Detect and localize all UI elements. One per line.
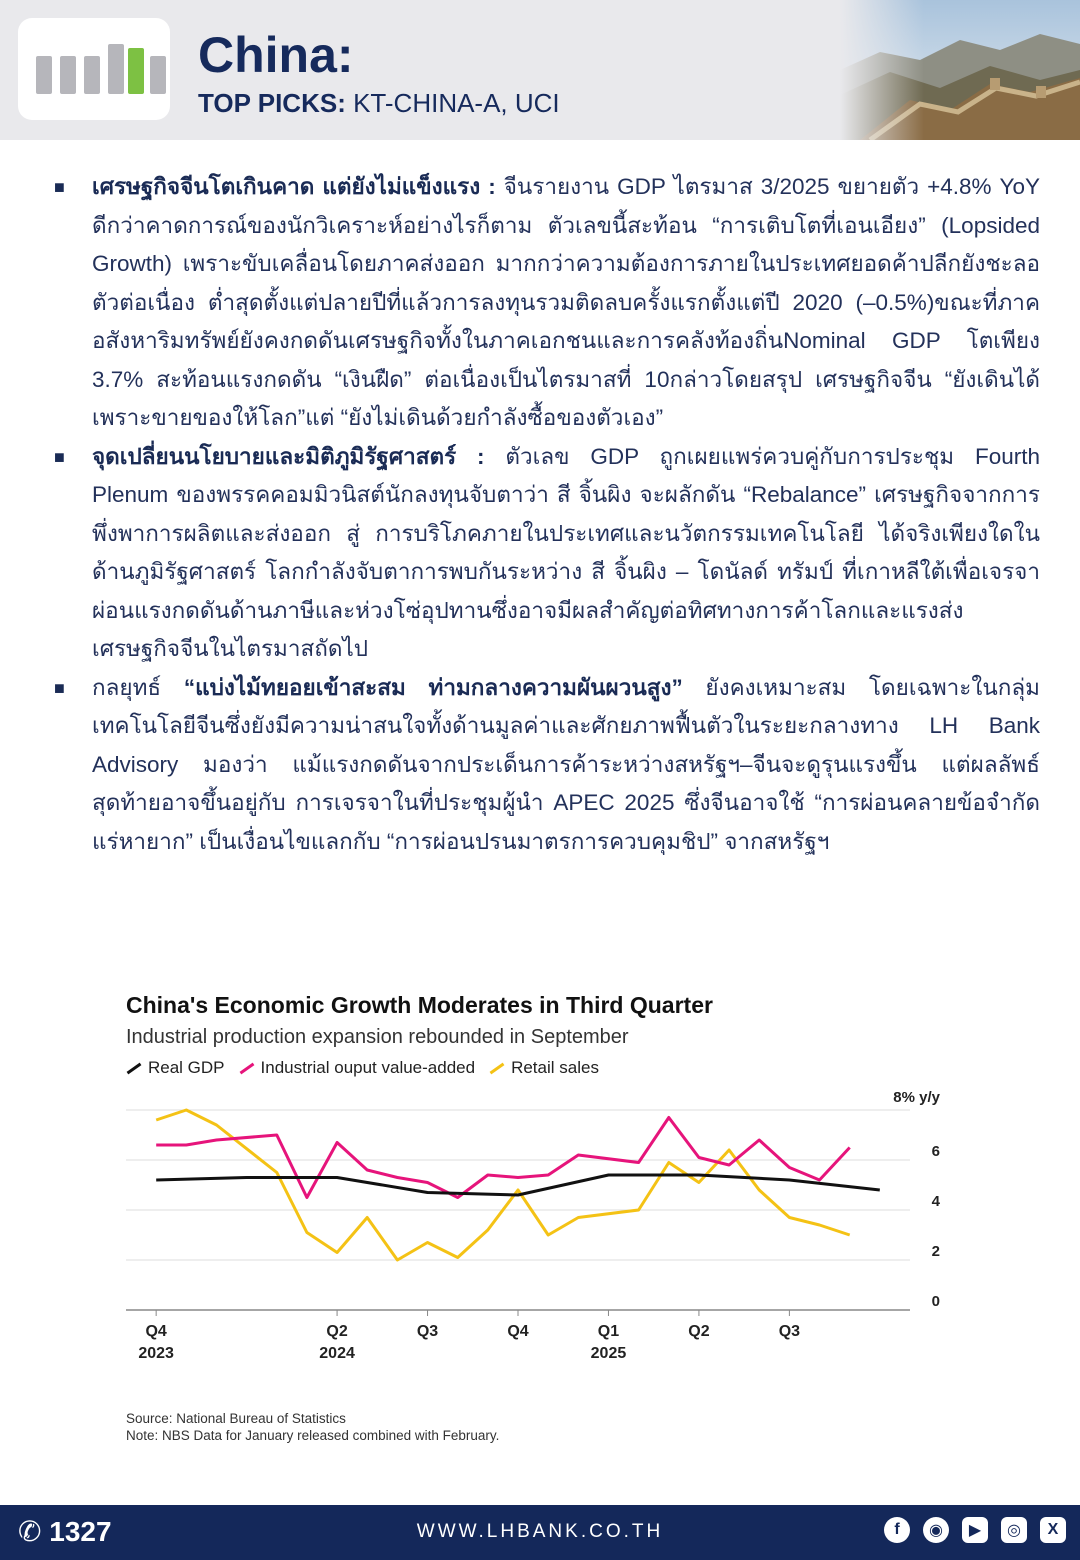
legend-item-retail: [489, 1058, 599, 1078]
page-footer: [0, 1505, 1080, 1560]
chart-source: [126, 1410, 499, 1444]
note-line: Note: NBS Data for January released combined with February.: [126, 1428, 500, 1443]
logo-bar-4: [108, 44, 124, 94]
bullet-square-icon: ■: [54, 177, 65, 197]
x-tick-year: 2024: [319, 1345, 355, 1362]
legend-label: Industrial ouput value-added: [260, 1058, 476, 1077]
x-icon[interactable]: X: [1040, 1517, 1066, 1543]
section-policy: [54, 438, 1040, 669]
section-body: ตัวเลข GDP ถูกเผยแพร่ควบคู่กับการประชุม Fourth Plenum ของพรรคคอมมิวนิสต์นักลงทุนจับตาว่า สี จิ้นผิง จะผลักดัน “Rebalance” เศรษฐกิจจากการพึ่งพาการผลิตและส่งออก สู่ การบริโภคภายในประเทศและนวัตกรรมเทคโนโลยี ได้จริงเพียงใดในด้านภูมิรัฐศาสตร์ โลกกำลังจับตาการพบกันระหว่าง สี จิ้นผิง – โดนัลด์ ทรัมป์ ที่เกาหลีใต้เพื่อเจรจาผ่อนแรงกดดันด้านภาษีและห่วงโซ่อุปทานซึ่งอาจมีผลสำคัญต่อทิศทางการค้าโลกและแรงส่งเศรษฐกิจจีนในไตรมาสถัดไป: [92, 443, 1040, 661]
section-lead: กลยุทธ์: [92, 674, 184, 700]
series-line-retail-sales: [156, 1110, 850, 1260]
x-tick-label: Q2: [326, 1323, 348, 1340]
x-tick-year: 2023: [138, 1345, 174, 1362]
x-tick-label: Q3: [416, 1323, 439, 1340]
section-body: ยังคงเหมาะสม โดยเฉพาะในกลุ่มเทคโนโลยีจีนซึ่งยังมีความน่าสนใจทั้งด้านมูลค่าและศักยภาพฟื้นตัวในระยะกลางทาง LH Bank Advisory มองว่า แม้แรงกดดันจากประเด็นการค้าระหว่างสหรัฐฯ–จีนจะดูรุนแรงขึ้น แต่ผลลัพธ์สุดท้ายอาจขึ้นอยู่กับ การเจรจาในที่ประชุมผู้นำ APEC 2025 ซึ่งจีนอาจใช้ “การผ่อนคลายข้อจำกัดแร่หายาก” เป็นเงื่อนไขแลกกับ “การผ่อนปรนมาตรการควบคุมชิป” จากสหรัฐฯ: [92, 674, 1040, 854]
legend-label: Real GDP: [148, 1058, 225, 1077]
legend-label: Retail sales: [511, 1058, 599, 1077]
social-links: [871, 1517, 1066, 1543]
top-picks-value: KT-CHINA-A, UCI: [353, 88, 560, 118]
legend-item-real-gdp: [126, 1058, 225, 1078]
facebook-icon[interactable]: f: [884, 1517, 910, 1543]
chart-subtitle: Industrial production expansion rebounded in September: [126, 1026, 629, 1048]
great-wall-photo: [840, 0, 1080, 140]
logo-bar-3: [84, 56, 100, 94]
y-tick-label: 4: [931, 1193, 940, 1210]
lh-bank-bars-logo: [18, 18, 170, 120]
x-tick-label: Q4: [507, 1323, 529, 1340]
y-tick-label: 0: [931, 1293, 940, 1310]
logo-bar-2: [60, 56, 76, 94]
legend-swatch: [127, 1062, 142, 1074]
logo-bar-green: [128, 48, 144, 94]
x-tick-label: Q1: [597, 1323, 620, 1340]
phone-icon: ✆: [18, 1516, 42, 1547]
legend-swatch: [239, 1062, 254, 1074]
section-heading: เศรษฐกิจจีนโตเกินคาด แต่ยังไม่แข็งแรง :: [92, 174, 496, 199]
logo-bar-5: [150, 56, 166, 94]
logo-bar-1: [36, 56, 52, 94]
section-strategy: [54, 669, 1040, 862]
x-tick-label: Q2: [688, 1323, 710, 1340]
line-icon[interactable]: ◉: [923, 1517, 949, 1543]
chart-title: China's Economic Growth Moderates in Third Quarter: [126, 992, 713, 1018]
section-body: จีนรายงาน GDP ไตรมาส 3/2025 ขยายตัว +4.8% YoY ดีกว่าคาดการณ์ของนักวิเคราะห์อย่างไรก็ตาม ตัวเลขนี้สะท้อน “การเติบโตที่เอนเอียง” (Lopsided Growth) เพราะขับเคลื่อนโดยภาคส่งออก มากกว่าความต้องการภายในประเทศยอดค้าปลีกยังชะลอตัวต่อเนื่อง ต่ำสุดตั้งแต่ปลายปีที่แล้วการลงทุนรวมติดลบครั้งแรกตั้งแต่ปี 2020 (–0.5%)ขณะที่ภาคอสังหาริมทรัพย์ยังคงกดดันเศรษฐกิจทั้งในภาคเอกชนและการคลังท้องถิ่นNominal GDP โตเพียง 3.7% สะท้อนแรงกดดัน “เงินฝืด” ต่อเนื่องเป็นไตรมาสที่ 10กล่าวโดยสรุป เศรษฐกิจจีน “ยังเดินได้ เพราะขายของให้โลก”แต่ “ยังไม่เดินด้วยกำลังซื้อของตัวเอง”: [92, 174, 1041, 430]
y-unit-label: 8% y/y: [893, 1089, 940, 1106]
top-picks: [198, 88, 560, 119]
bullet-square-icon: ■: [54, 677, 65, 698]
phone-label: 1327: [49, 1516, 112, 1547]
series-line-industrial-ouput-value-added: [156, 1118, 850, 1198]
commentary: [54, 168, 1040, 861]
x-tick-label: Q3: [778, 1323, 801, 1340]
top-picks-label: TOP PICKS:: [198, 88, 346, 118]
legend-swatch: [490, 1062, 505, 1074]
gdp-chart: [110, 980, 970, 1450]
website-link[interactable]: WWW.LHBANK.CO.TH: [416, 1521, 664, 1542]
x-tick-year: 2025: [590, 1345, 627, 1362]
page-title: China:: [198, 27, 354, 83]
instagram-icon[interactable]: ◎: [1001, 1517, 1027, 1543]
section-heading: จุดเปลี่ยนนโยบายและมิติภูมิรัฐศาสตร์ :: [92, 443, 485, 469]
y-tick-label: 6: [931, 1143, 940, 1160]
chart-plot: [110, 1080, 970, 1410]
y-tick-label: 2: [931, 1243, 940, 1260]
x-tick-label: Q4: [145, 1323, 167, 1340]
source-line: Source: National Bureau of Statistics: [126, 1411, 346, 1426]
section-heading: “แบ่งไม้ทยอยเข้าสะสม ท่ามกลางความผันผวนสูง”: [183, 674, 683, 700]
chart-legend: [126, 1058, 613, 1078]
youtube-icon[interactable]: ▶: [962, 1517, 988, 1543]
legend-item-industrial: [239, 1058, 476, 1078]
page-header: [0, 0, 1080, 140]
bullet-square-icon: ■: [54, 446, 65, 467]
section-economy: [54, 168, 1040, 438]
